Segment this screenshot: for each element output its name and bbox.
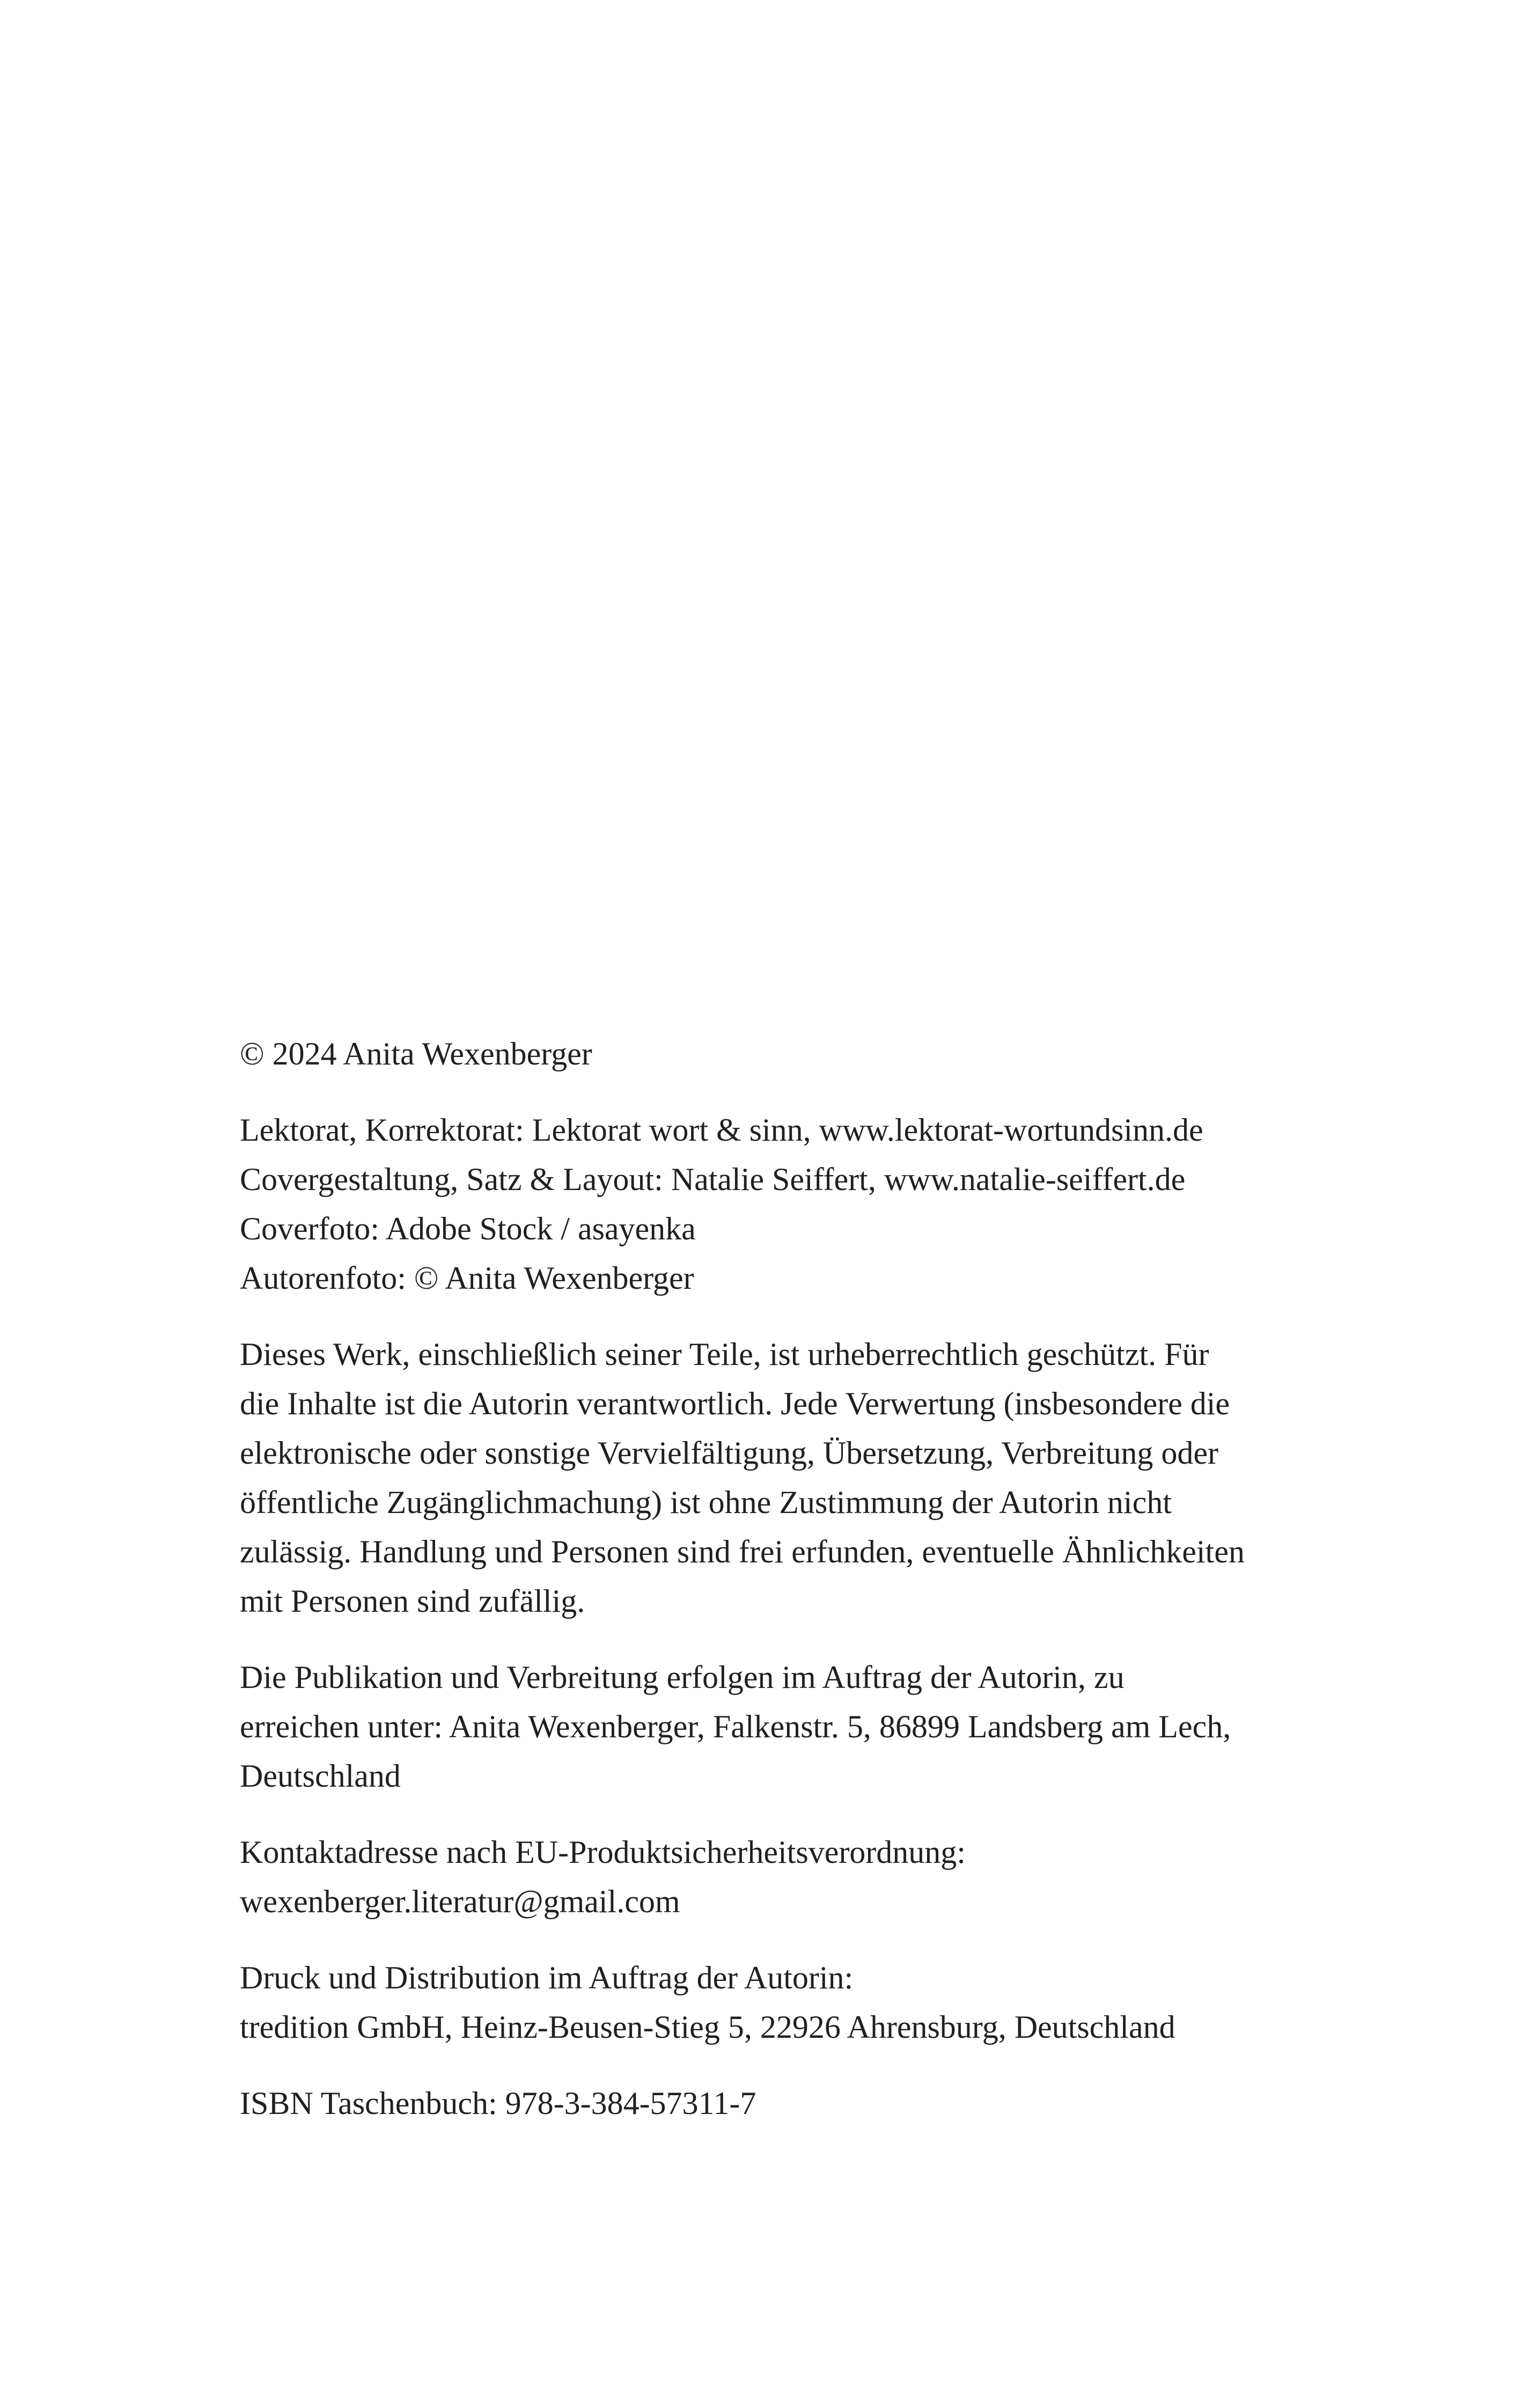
isbn-block [240,2079,1377,2128]
distribution-block [240,1953,1377,2052]
legal-line: öffentliche Zugänglichmachung) ist ohne Zustimmung der Autorin nicht [240,1485,1172,1520]
publication-line: Die Publikation und Verbreitung erfolgen im Auftrag der Autorin, zu [240,1660,1125,1695]
legal-line: zulässig. Handlung und Personen sind frei erfunden, eventuelle Ähnlichkeiten [240,1534,1245,1569]
distribution-label: Druck und Distribution im Auftrag der Autorin: [240,1960,854,1995]
legal-line: elektronische oder sonstige Vervielfältigung, Übersetzung, Verbreitung oder [240,1435,1218,1471]
legal-notice-block [240,1330,1377,1626]
isbn-line: ISBN Taschenbuch: 978-3-384-57311-7 [240,2086,756,2121]
contact-block [240,1827,1377,1926]
publication-block [240,1653,1377,1801]
contact-label: Kontaktadresse nach EU-Produktsicherheitsverordnung: [240,1834,966,1870]
credit-cover-photo: Coverfoto: Adobe Stock / asayenka [240,1211,696,1246]
credits-block [240,1105,1377,1303]
publication-line: Deutschland [240,1758,401,1794]
legal-line: die Inhalte ist die Autorin verantwortlich. Jede Verwertung (insbesondere die [240,1386,1230,1421]
legal-line: mit Personen sind zufällig. [240,1583,585,1619]
contact-email: wexenberger.literatur@gmail.com [240,1884,680,1919]
copyright-block [240,1029,1377,1078]
legal-line: Dieses Werk, einschließlich seiner Teile, ist urheberrechtlich geschützt. Für [240,1337,1209,1372]
credit-cover-design: Covergestaltung, Satz & Layout: Natalie Seiffert, www.natalie-seiffert.de [240,1162,1186,1197]
credit-editing: Lektorat, Korrektorat: Lektorat wort & sinn, www.lektorat-wortundsinn.de [240,1112,1203,1148]
credit-author-photo: Autorenfoto: © Anita Wexenberger [240,1260,694,1296]
copyright-line: © 2024 Anita Wexenberger [240,1036,592,1071]
publication-line: erreichen unter: Anita Wexenberger, Falkenstr. 5, 86899 Landsberg am Lech, [240,1709,1231,1744]
imprint-page [240,1029,1377,2155]
distribution-address: tredition GmbH, Heinz-Beusen-Stieg 5, 22926 Ahrensburg, Deutschland [240,2009,1175,2045]
